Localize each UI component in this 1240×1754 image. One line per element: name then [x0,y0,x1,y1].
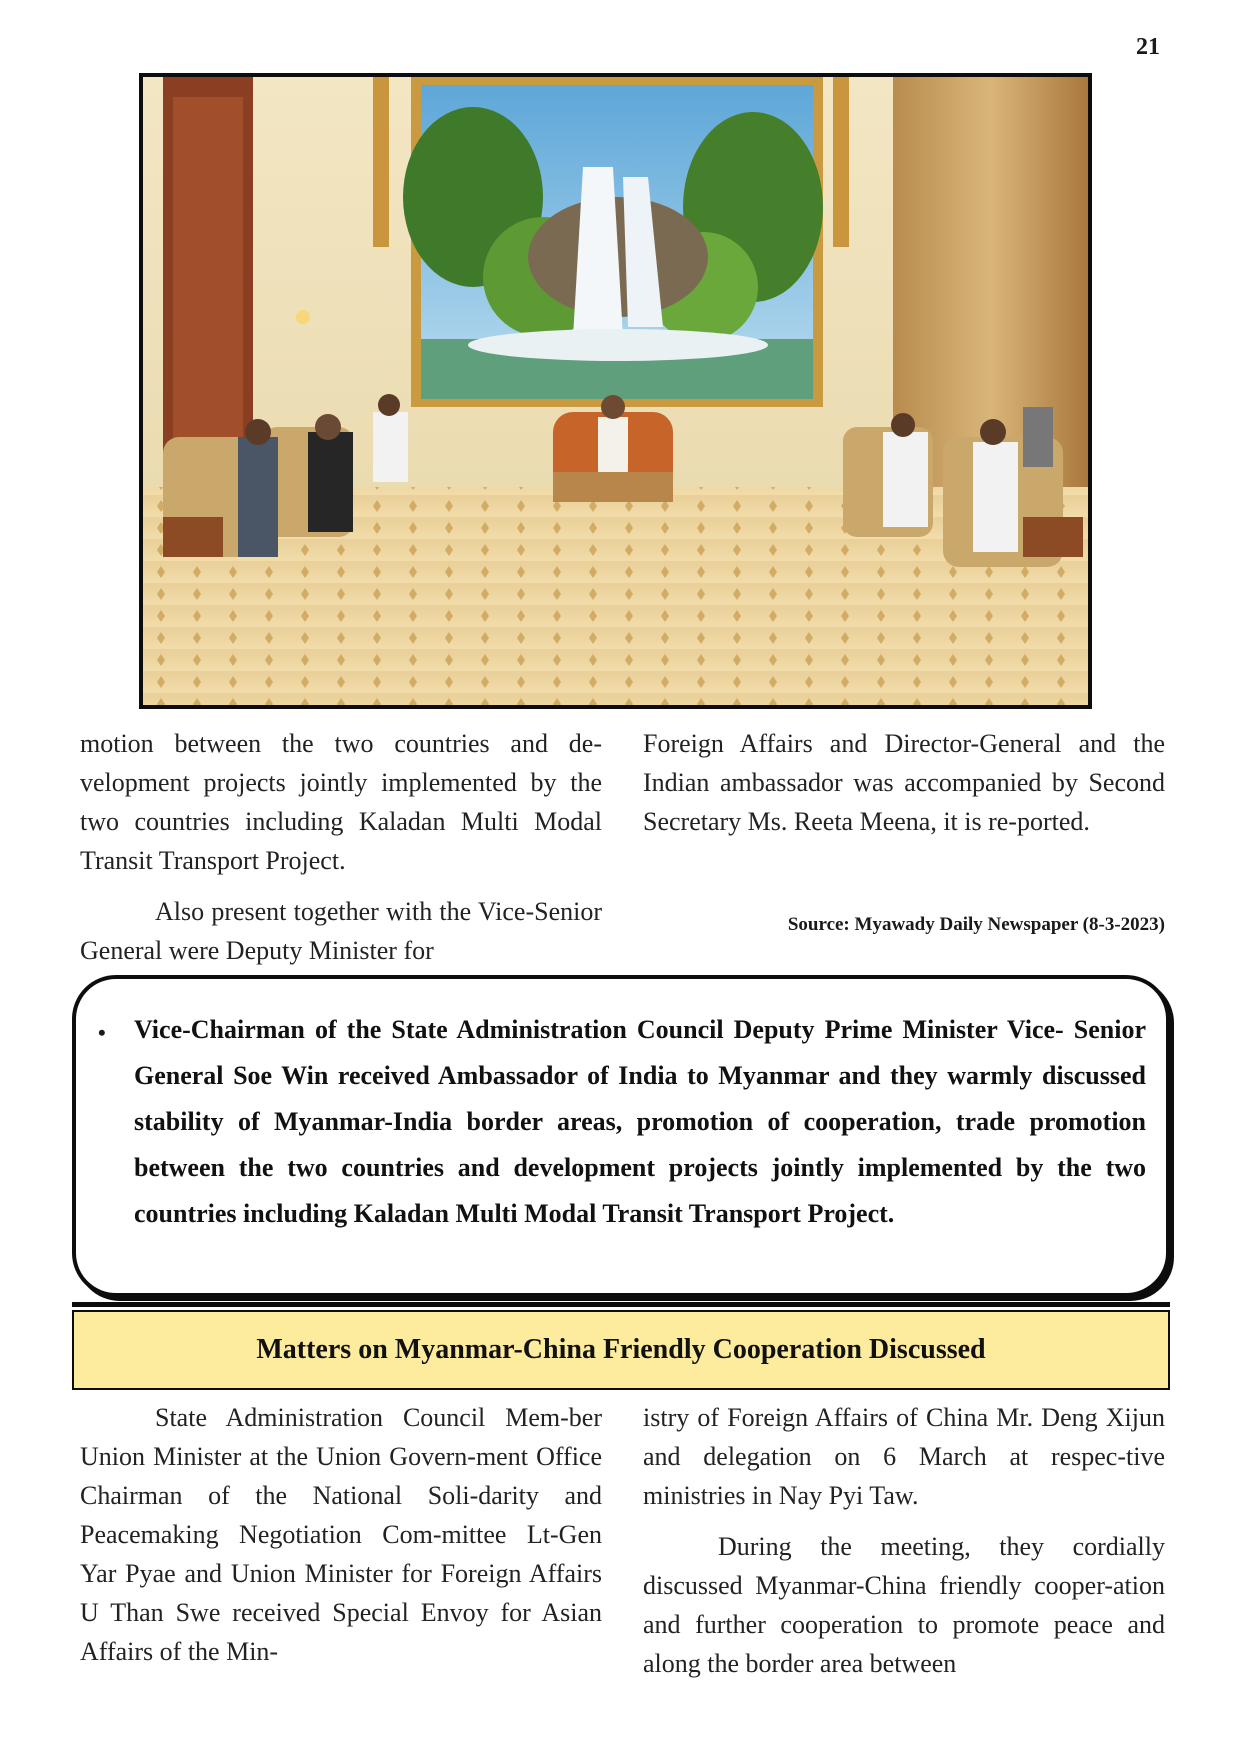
summary-text: Vice-Chairman of the State Administration Council Deputy Prime Minister Vice- Senior General Soe Win received Ambassador of India to Myanmar and they warmly discussed stability of Myanmar-India border areas, promotion of cooperation, trade promotion between the two countries and development projects jointly implemented by the two countries including Kaladan Multi Modal Transit Transport Project. [134,1015,1146,1228]
article2-left-paragraph-1: State Administration Council Mem-ber Union Minister at the Union Govern-ment Office Chairman of the National Soli-darity and Peacemaking Negotiation Com-mittee Lt-Gen Yar Pyae and Union Minister for Foreign Affairs U Than Swe received Special Envoy for Asian Affairs of the Min- [80,1403,602,1666]
section-header [72,1310,1170,1390]
source-citation: Source: Myawady Daily Newspaper (8-3-2023) [787,914,1165,935]
page-number: 21 [1136,34,1160,60]
article2-right-column [643,1398,1165,1683]
article1-right-paragraph-1: Foreign Affairs and Director-General and the Indian ambassador was accompanied by Second Secretary Ms. Reeta Meena, it is re-ported. [643,729,1165,836]
meeting-photo [139,73,1092,709]
article2-right-paragraph-1: istry of Foreign Affairs of China Mr. Deng Xijun and delegation on 6 March at respec-tive ministries in Nay Pyi Taw. [643,1403,1165,1510]
bullet-icon: • [98,1020,106,1045]
article1-left-column [80,724,602,970]
summary-highlight-box [72,975,1170,1297]
article1-left-paragraph-1: motion between the two countries and de-velopment projects jointly implemented by the two countries including Kaladan Multi Modal Transit Transport Project. [80,729,602,875]
article2-right-paragraph-2: During the meeting, they cordially discussed Myanmar-China friendly cooper-ation and further cooperation to promote peace and along the border area between [643,1532,1165,1678]
meeting-photo-illustration [143,77,1088,705]
article1-right-column [643,724,1165,841]
article2-title: Matters on Myanmar-China Friendly Cooperation Discussed [256,1334,986,1365]
article2-left-column [80,1398,602,1671]
article1-left-paragraph-2: Also present together with the Vice-Senior General were Deputy Minister for [80,897,602,965]
section-divider [72,1302,1170,1307]
